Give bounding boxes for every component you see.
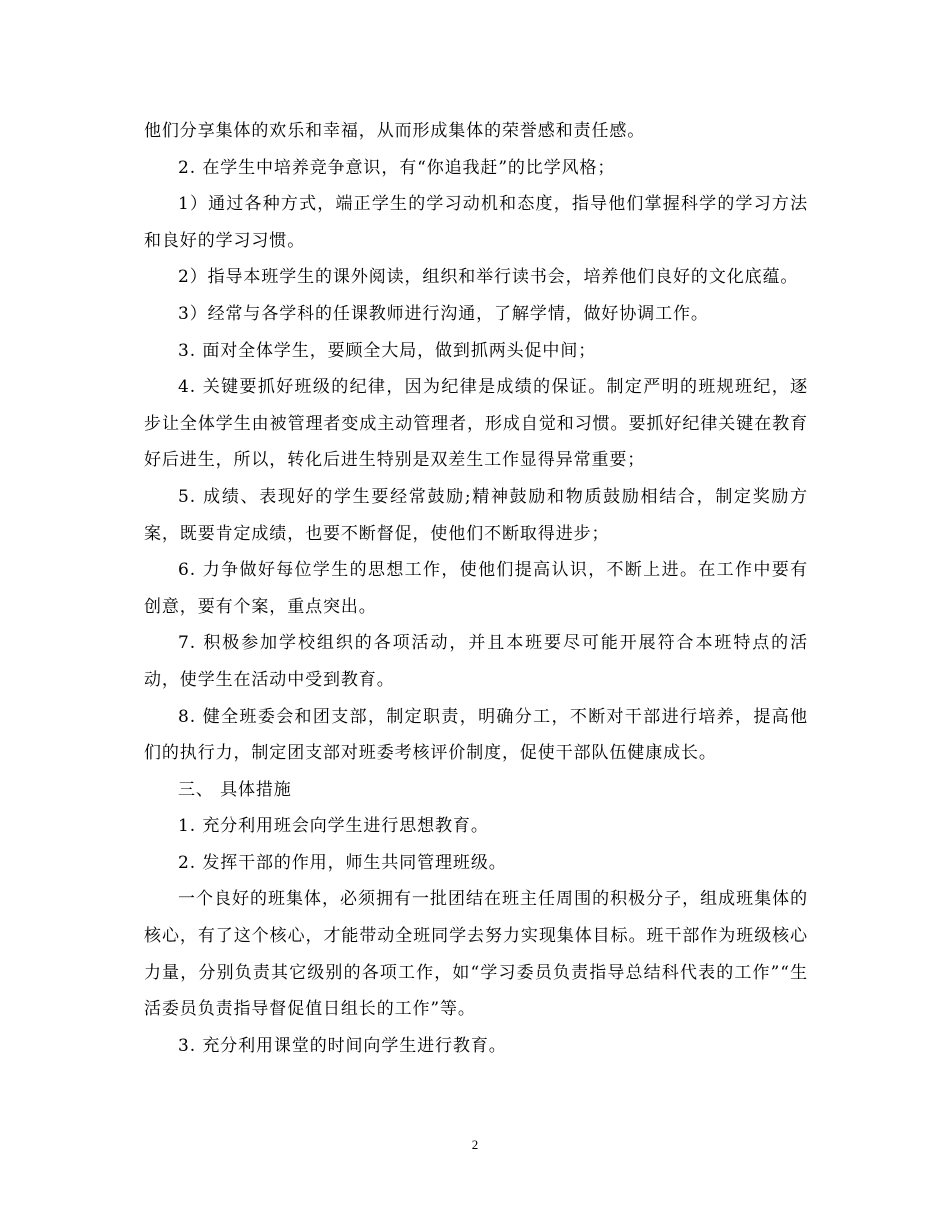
paragraph-item-2: 2. 在学生中培养竞争意识，有“你追我赶”的比学风格； [178,157,616,178]
measure-item-2: 2. 发挥干部的作用，师生共同管理班级。 [178,852,507,873]
measure-item-2-detail: 一个良好的班集体，必须拥有一批团结在班主任周围的积极分子，组成班集体的核心，有了这个核心，才能带动全班同学去努力实现集体目标。班干部作为班级核心力量，分别负责其它级别的各项工作，如“学习委员负责指导总结科代表的工作”“生活委员负责指导督促值日组长的工作”等。 [144,889,808,1020]
paragraph-subitem-2: 2）指导本班学生的课外阅读，组织和举行读书会，培养他们良好的文化底蕴。 [178,267,799,288]
paragraph-item-8: 8. 健全班委会和团支部，制定职责，明确分工，不断对干部进行培养，提高他们的执行力，制定团支部对班委考核评价制度，促使干部队伍健康成长。 [144,706,808,764]
paragraph-item-6: 6. 力争做好每位学生的思想工作，使他们提高认识，不断上进。在工作中要有创意，要有个案，重点突出。 [144,560,808,617]
paragraph-item-4: 4. 关键要抓好班级的纪律，因为纪律是成绩的保证。制定严明的班规班纪，逐步让全体学生由被管理者变成主动管理者，形成自觉和习惯。要抓好纪律关键在教育好后进生，所以，转化后进生特别是双差生工作显得异常重要； [144,377,808,471]
page-number: 2 [471,1137,479,1152]
section-heading: 三、 具体措施 [178,779,292,800]
paragraph-item-7: 7. 积极参加学校组织的各项活动，并且本班要尽可能开展符合本班特点的活动，使学生在活动中受到教育。 [144,633,808,690]
paragraph-subitem-3: 3）经常与各学科的任课教师进行沟通，了解学情，做好协调工作。 [178,303,709,324]
paragraph-continuation: 他们分享集体的欢乐和幸福，从而形成集体的荣誉感和责任感。 [144,121,646,141]
paragraph-subitem-1: 1）通过各种方式，端正学生的学习动机和态度，指导他们掌握科学的学习方法和良好的学习习惯。 [144,194,808,251]
document-body [144,113,808,1064]
paragraph-item-5: 5. 成绩、表现好的学生要经常鼓励;精神鼓励和物质鼓励相结合，制定奖励方案，既要肯定成绩，也要不断督促，使他们不断取得进步； [144,486,808,544]
measure-item-1: 1. 充分利用班会向学生进行思想教育。 [178,816,489,837]
measure-item-3: 3. 充分利用课堂的时间向学生进行教育。 [178,1035,507,1056]
paragraph-item-3: 3. 面对全体学生，要顾全大局，做到抓两头促中间； [178,340,597,361]
